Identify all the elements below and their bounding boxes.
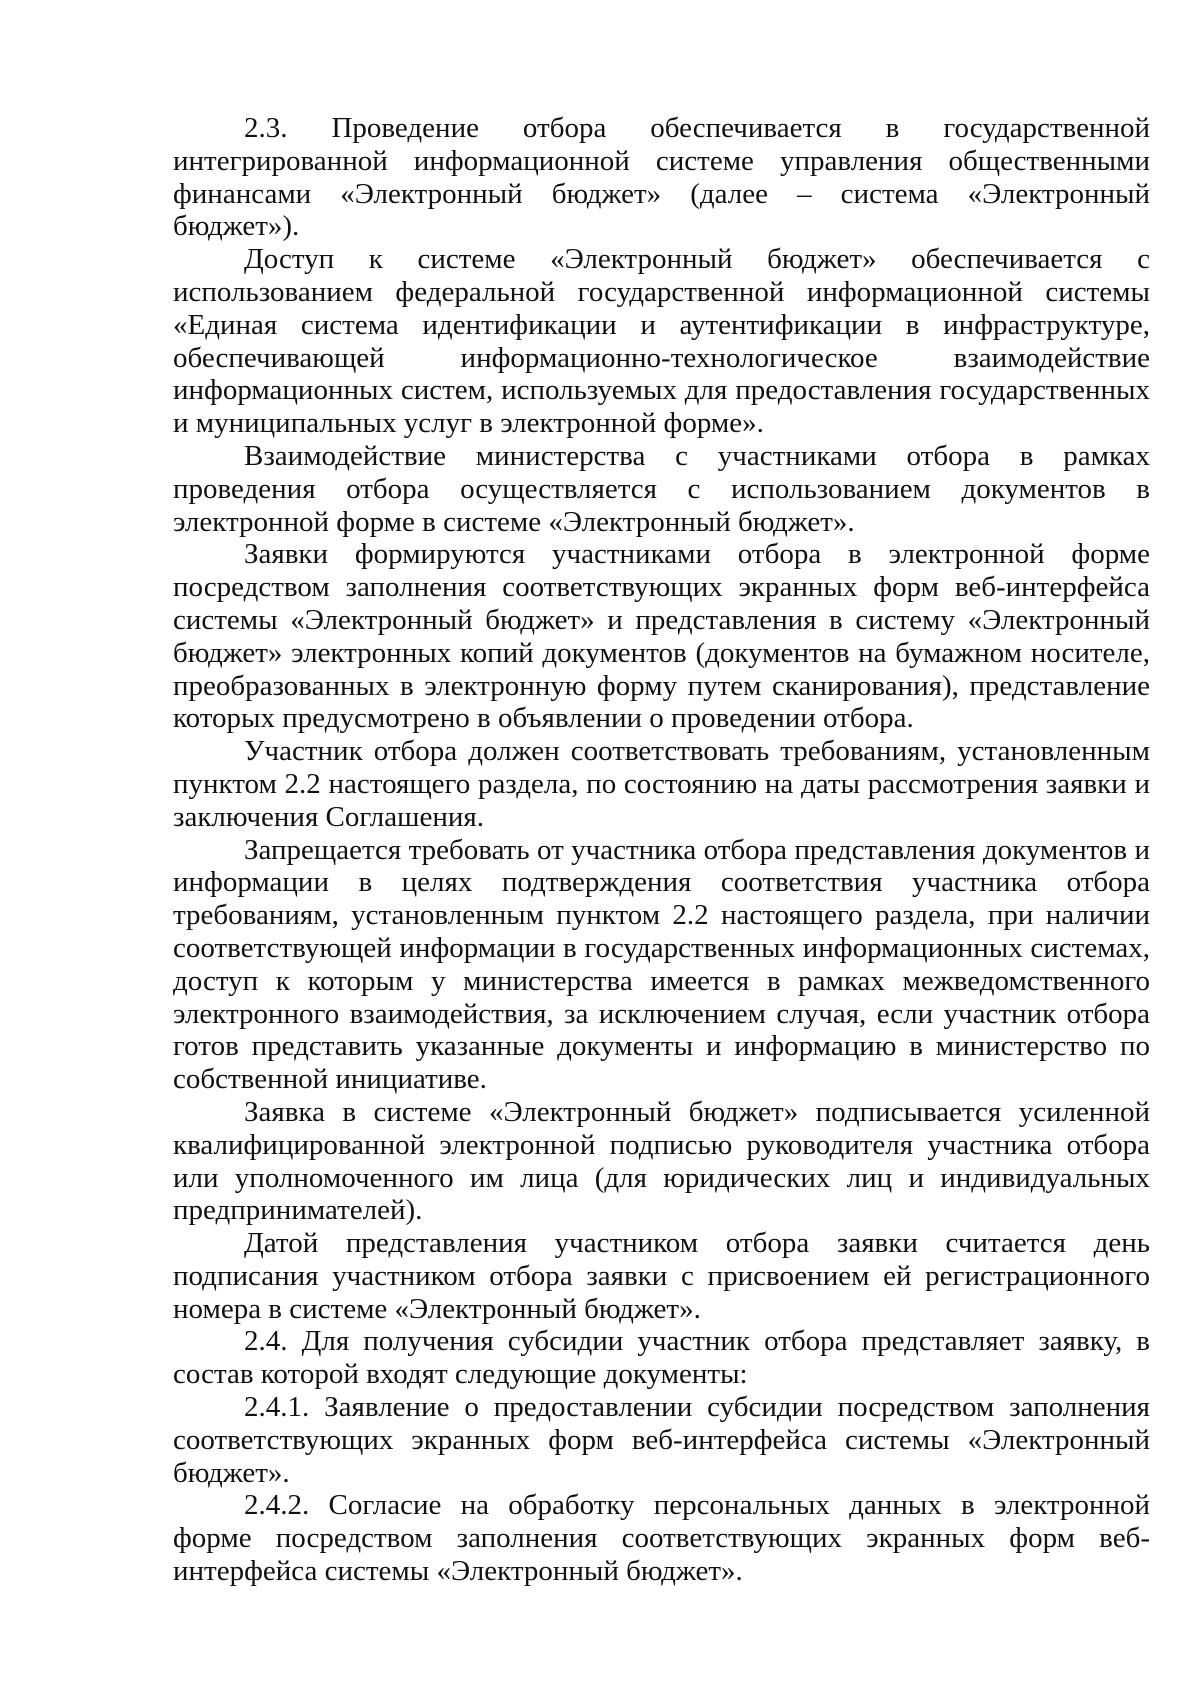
paragraph-2-4-1: 2.4.1. Заявление о предоставлении субсидии посредством заполнения соответствующих экранных форм веб-интерфейса системы «Электронный бюджет».	[173, 1391, 1150, 1489]
paragraph-access: Доступ к системе «Электронный бюджет» обеспечивается с использованием федеральной государственной информационной системы «Единая система идентификации и аутентификации в инфраструктуре, обеспечивающей информационно-технологическое взаимодействие информационных систем, используемых для предоставления государственных и муниципальных услуг в электронной форме».	[173, 243, 1150, 440]
paragraph-2-4: 2.4. Для получения субсидии участник отбора представляет заявку, в состав которой входят следующие документы:	[173, 1325, 1150, 1391]
paragraph-prohibition: Запрещается требовать от участника отбора представления документов и информации в целях подтверждения соответствия участника отбора требованиям, установленным пунктом 2.2 настоящего раздела, при наличии соответствующей информации в государственных информационных системах, доступ к которым у министерства имеется в рамках межведомственного электронного взаимодействия, за исключением случая, если участник отбора готов представить указанные документы и информацию в министерство по собственной инициативе.	[173, 833, 1150, 1096]
paragraph-applications: Заявки формируются участниками отбора в электронной форме посредством заполнения соответствующих экранных форм веб-интерфейса системы «Электронный бюджет» и представления в систему «Электронный бюджет» электронных копий документов (документов на бумажном носителе, преобразованных в электронную форму путем сканирования), представление которых предусмотрено в объявлении о проведении отбора.	[173, 538, 1150, 735]
document-page	[173, 112, 1150, 1588]
paragraph-2-4-2: 2.4.2. Согласие на обработку персональных данных в электронной форме посредством заполнения соответствующих экранных форм веб-интерфейса системы «Электронный бюджет».	[173, 1489, 1150, 1588]
paragraph-signature: Заявка в системе «Электронный бюджет» подписывается усиленной квалифицированной электронной подписью руководителя участника отбора или уполномоченного им лица (для юридических лиц и индивидуальных предпринимателей).	[173, 1095, 1150, 1227]
paragraph-2-3: 2.3. Проведение отбора обеспечивается в государственной интегрированной информационной системе управления общественными финансами «Электронный бюджет» (далее – система «Электронный бюджет»).	[173, 112, 1150, 243]
paragraph-participant-requirements: Участник отбора должен соответствовать требованиям, установленным пунктом 2.2 настоящего раздела, по состоянию на даты рассмотрения заявки и заключения Соглашения.	[173, 735, 1150, 833]
paragraph-interaction: Взаимодействие министерства с участниками отбора в рамках проведения отбора осуществляется с использованием документов в электронной форме в системе «Электронный бюджет».	[173, 439, 1150, 538]
paragraph-submission-date: Датой представления участником отбора заявки считается день подписания участником отбора заявки с присвоением ей регистрационного номера в системе «Электронный бюджет».	[173, 1227, 1150, 1325]
